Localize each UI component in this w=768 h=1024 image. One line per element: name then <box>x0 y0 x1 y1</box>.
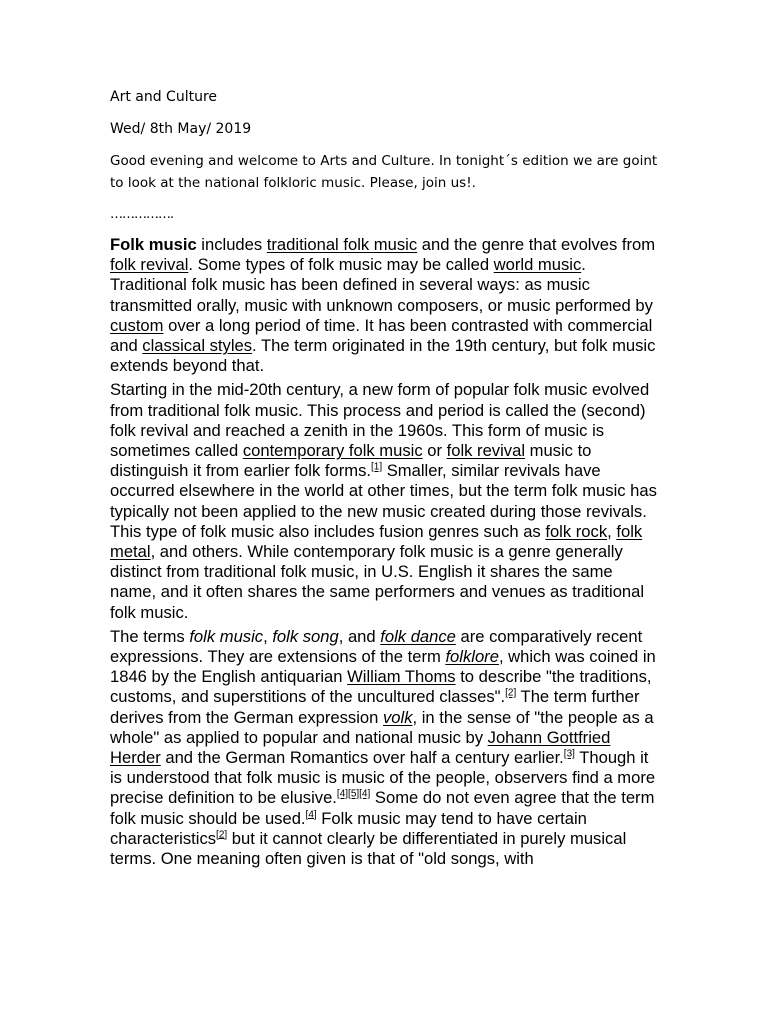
text-run: Though it is understood that folk music is music of the people, observers find a more precise definition to be elusive. <box>110 748 656 808</box>
document-title: Art and Culture <box>110 89 218 105</box>
text-run: , which was coined in 1846 by the English antiquarian <box>110 647 656 687</box>
text-run: . The term originated in the 19th century, but folk music extends beyond that. <box>110 336 656 376</box>
link-folk-revival-2[interactable]: folk revival <box>446 441 526 461</box>
citation-ref[interactable]: [3] <box>563 748 575 760</box>
text-run: over a long period of time. It has been contrasted with commercial and <box>110 315 653 356</box>
text-run: , and others. While contemporary folk music is a genre generally distinct from traditional folk music, in U.S. English it shares the same name, and it often shares the same performers and venues as traditional folk music. <box>110 542 645 622</box>
citation-ref[interactable]: [4] <box>305 809 317 821</box>
link-volk[interactable]: volk <box>383 707 413 727</box>
text-run: , and <box>338 626 381 646</box>
text-run: Starting in the mid-20th century, a new form of popular folk music evolved from traditional folk music. This process and period is called the (second) folk revival and reached a zenith in the 1960s. This form of music is sometimes called <box>110 380 650 461</box>
link-classical-styles[interactable]: classical styles <box>142 336 253 356</box>
text-run: to describe "the traditions, customs, and superstitions of the uncultured classes". <box>110 667 652 707</box>
citation-ref[interactable]: [2] <box>505 687 517 699</box>
text-run: includes <box>196 235 267 254</box>
citation-ref[interactable]: [2] <box>216 829 228 841</box>
text-run: but it cannot clearly be differentiated in purely musical terms. One meaning often given is that of "old songs, with <box>110 828 627 869</box>
link-johann-gottfried-herder[interactable]: Johann Gottfried Herder <box>110 727 611 768</box>
text-run: Some do not even agree that the term folk music should be used. <box>110 788 655 828</box>
italic-term: folk song <box>272 626 339 646</box>
link-folk-rock[interactable]: folk rock <box>545 521 608 541</box>
citation-ref[interactable]: [4][5][4] <box>336 788 371 800</box>
paragraph-3 <box>110 627 658 869</box>
text-run: Smaller, similar revivals have occurred elsewhere in the world at other times, but the term folk music has typically not been applied to the new music created during those revivals. This type of folk music also includes fusion genres such as <box>110 461 657 541</box>
link-contemporary-folk-music[interactable]: contemporary folk music <box>242 441 423 461</box>
text-run: and the genre that evolves from <box>417 235 656 254</box>
document-date: Wed/ 8th May/ 2019 <box>110 121 252 137</box>
intro-paragraph: Good evening and welcome to Arts and Culture. In tonight´s edition we are goint to look at the national folkloric music. Please, join us!. <box>110 153 658 191</box>
link-william-thoms[interactable]: William Thoms <box>347 667 456 687</box>
citation-ref[interactable]: [1] <box>370 461 383 473</box>
text-run: , <box>607 521 617 541</box>
link-folk-dance[interactable]: folk dance <box>380 626 456 646</box>
link-custom[interactable]: custom <box>110 315 164 335</box>
text-run: . Traditional folk music has been defined in several ways: as music transmitted orally, music with unknown composers, or music performed by <box>110 255 653 315</box>
text-run: The terms <box>110 626 190 646</box>
link-world-music[interactable]: world music <box>493 255 582 275</box>
link-folk-metal[interactable]: folk metal <box>110 521 643 562</box>
link-folklore[interactable]: folklore <box>445 647 499 667</box>
link-folk-revival[interactable]: folk revival <box>110 255 189 275</box>
text-run: Folk music may tend to have certain characteristics <box>110 808 587 848</box>
bold-term: Folk music <box>110 235 197 254</box>
text-run: The term further derives from the German expression <box>110 687 640 727</box>
text-run: , in the sense of "the people as a whole" as applied to popular and national music by <box>110 707 654 747</box>
italic-term: folk music <box>189 626 264 646</box>
paragraph-2 <box>110 380 658 622</box>
text-run: and the German Romantics over half a century earlier. <box>160 748 564 768</box>
article-body <box>110 235 658 873</box>
text-run: music to distinguish it from earlier folk forms. <box>110 441 592 481</box>
text-run: are comparatively recent expressions. They are extensions of the term <box>110 626 643 667</box>
separator-dots: ……………. <box>110 207 174 222</box>
text-run: . Some types of folk music may be called <box>188 255 494 275</box>
text-run: , <box>263 626 273 646</box>
text-run: or <box>422 441 447 461</box>
link-traditional-folk-music[interactable]: traditional folk music <box>266 235 418 254</box>
paragraph-1 <box>110 235 658 376</box>
